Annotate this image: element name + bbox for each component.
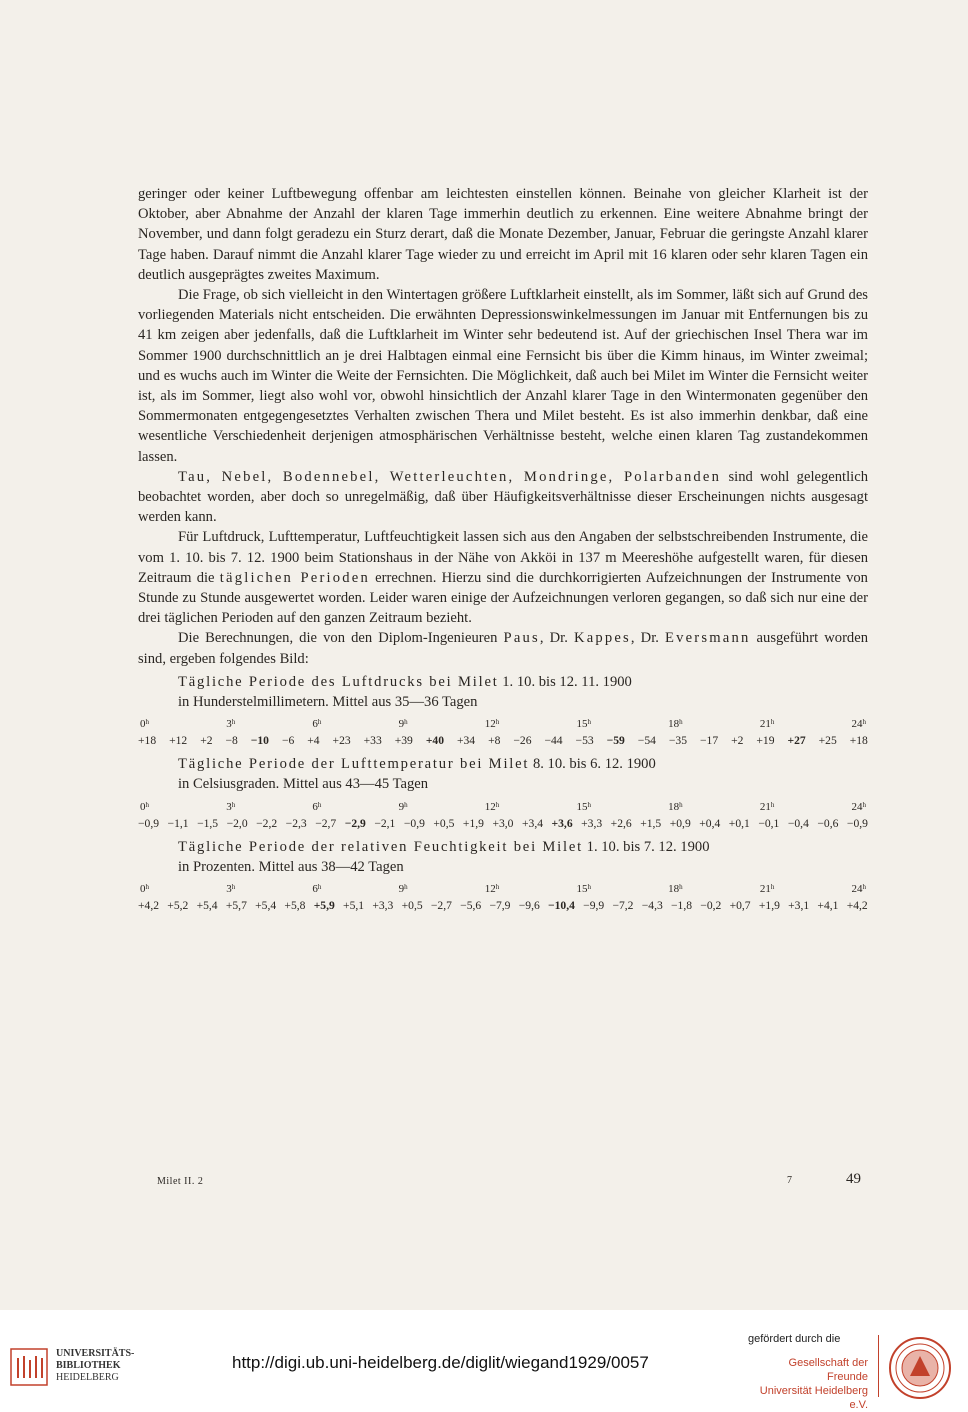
hour-cell: 24$^h$ [851,800,866,813]
hourly-value: −35 [668,734,688,748]
hourly-value: −59 [606,734,625,748]
hourly-value: −8 [225,734,238,748]
page-number: 49 [846,1171,861,1187]
hourly-value: −1,1 [167,816,189,830]
hourly-value: +1,9 [758,899,780,913]
hourly-value: +0,4 [699,816,721,830]
author-name: Kappes [573,630,631,647]
hour-cell: 21$^h$ [759,718,775,731]
hourly-value: +3,6 [551,816,573,830]
hour-label: 9 [398,800,405,813]
hourly-value: +0,5 [433,816,455,830]
table-subtitle: in Celsiusgraden. Mittel aus 43—45 Tagen [178,776,429,793]
hourly-value: +2 [731,734,744,748]
body-text [138,184,868,919]
hour-row [138,879,868,897]
hour-label: 12 [484,718,496,731]
hour-cell: 18$^h$ [668,718,683,731]
sponsor-divider [878,1335,879,1397]
hour-cell: 9$^h$ [398,718,408,731]
hourly-value: −1,8 [671,899,693,913]
hourly-value: −9,6 [518,899,540,913]
hourly-value: −0,9 [846,816,868,830]
hour-label: 3 [226,800,232,813]
hourly-value: −0,9 [403,816,425,830]
hour-label: 21 [759,800,771,813]
hourly-value: +27 [787,734,806,748]
phenomena-list: Tau, Nebel, Bodennebel, Wetterleuchten, Mondringe, Polarbanden [178,468,722,485]
hour-label: 9 [398,883,405,896]
hourly-value: −2,0 [226,816,248,830]
hour-label: 6 [312,883,318,896]
hour-label: 3 [226,718,232,731]
value-row [138,732,868,750]
hourly-value: +1,5 [640,816,662,830]
hourly-value: −0,9 [138,816,160,830]
value-row [138,815,868,833]
hour-label: 24 [851,800,863,813]
hourly-value: +5,4 [255,899,277,913]
hour-cell: 0$^h$ [140,718,149,731]
table-title: Tägliche Periode der Lufttemperatur bei Milet 8. 10. bis 6. 12. 1900 [178,756,656,773]
sponsor-label: gefördert durch die [748,1333,841,1345]
hour-label: 6 [312,800,318,813]
hourly-value: −5,6 [460,899,482,913]
hourly-value: −2,9 [344,816,366,830]
paragraph-3: Tau, Nebel, Bodennebel, Wetterleuchten, Mondringe, Polarbanden sind wohl gelegentlich beobachtet worden, aber doch so unregelmäßig, daß über Häufigkeitsverhältnisse dieser Erscheinungen nichts ausgesagt werden kann. [138,468,868,526]
hour-label: 21 [759,718,771,731]
pressure-table [138,672,868,750]
hourly-value: +5,9 [313,899,335,913]
paragraph-1: geringer oder keiner Luftbewegung offenbar am leichtesten einstellen können. Beinahe von gleicher Klarheit ist der Oktober, aber Abnahme der Anzahl der klaren Tage immerhin deutlich zu erkennen. Eine weitere Abnahme bringt der November, und dann folgt geradezu ein Sturz derart, daß die Monate Dezember, Januar, Februar die geringste Anzahl klarer Tage haben. Darauf nimmt die Anzahl klarer Tage wieder zu und erreicht im April mit 16 klaren oder sehr klaren Tagen ein deutlich ausgeprägtes zweites Maximum. [138,186,868,283]
hourly-value: −0,6 [817,816,839,830]
hourly-value: −7,9 [489,899,511,913]
library-name: UNIVERSITÄTS- BIBLIOTHEK HEIDELBERG [56,1348,135,1383]
hourly-value: +19 [756,734,775,748]
humidity-table [138,837,868,915]
hourly-value: +39 [394,734,413,748]
hourly-value: +18 [849,734,868,748]
hour-cell: 3$^h$ [226,800,236,813]
hourly-value: +4 [307,734,320,748]
hourly-value: +5,8 [284,899,306,913]
hourly-value: +5,1 [343,899,365,913]
table-subtitle: in Prozenten. Mittel aus 38—42 Tagen [178,858,404,875]
hour-label: 15 [576,718,588,731]
hourly-value: +33 [363,734,382,748]
hour-cell: 12$^h$ [484,718,500,731]
hourly-value: −9,9 [583,899,605,913]
hour-label: 0 [140,883,146,896]
hourly-value: +8 [488,734,501,748]
library-logo-icon [10,1348,48,1386]
period-tables [138,672,868,915]
hour-cell: 18$^h$ [668,883,683,896]
table-title: Tägliche Periode des Luftdrucks bei Milet 1. 10. bis 12. 11. 1900 [178,673,632,690]
author-name: Paus [503,630,540,647]
hourly-value: +0,9 [669,816,691,830]
hour-label: 24 [851,718,863,731]
hour-cell: 15$^h$ [576,718,591,731]
hour-cell: 6$^h$ [312,718,322,731]
hourly-value: +12 [169,734,188,748]
hourly-value: +0,1 [728,816,750,830]
hourly-value: +3,3 [581,816,603,830]
hour-label: 0 [140,800,146,813]
hour-cell: 0$^h$ [140,800,149,813]
hour-label: 12 [484,883,496,896]
hourly-value: +5,2 [167,899,189,913]
hour-cell: 18$^h$ [668,800,683,813]
hourly-value: +5,4 [196,899,218,913]
hourly-value: +4,2 [846,899,868,913]
table-title: Tägliche Periode der relativen Feuchtigkeit bei Milet 1. 10. bis 7. 12. 1900 [178,838,710,855]
hour-label: 12 [484,800,496,813]
hourly-value: −26 [513,734,532,748]
temperature-table [138,754,868,832]
hourly-value: −2,1 [374,816,396,830]
hour-cell: 3$^h$ [226,718,236,731]
hour-label: 18 [668,800,680,813]
hourly-value: +18 [138,734,157,748]
sponsor-name: Gesellschaft der Freunde Universität Heidelberg e.V. [759,1357,868,1411]
hour-label: 24 [851,883,863,896]
hourly-value: +0,7 [729,899,751,913]
hour-row [138,797,868,815]
hourly-value: +34 [456,734,476,748]
hourly-value: +3,0 [492,816,514,830]
hour-label: 9 [398,718,405,731]
hour-cell: 15$^h$ [576,800,591,813]
hourly-value: +0,5 [401,899,423,913]
value-row [138,897,868,915]
hour-label: 15 [576,883,588,896]
hourly-value: −7,2 [612,899,634,913]
hour-cell: 24$^h$ [851,718,866,731]
hour-label: 3 [226,883,232,896]
paragraph-4: Für Luftdruck, Lufttemperatur, Luftfeuchtigkeit lassen sich aus den Angaben der selbstschreibenden Instrumente, die vom 1. 10. bis 7. 12. 1900 beim Stationshaus in der Nähe von Akköi in 137 m Meereshöhe aufgestellt waren, für diesen Zeitraum die täglichen Perioden errechnen. Hierzu sind die durchkorrigierten Aufzeichnungen der Instrumente von Stunde zu Stunde ausgewertet worden. Leider waren einige der Aufzeichnungen verloren gegangen, so daß sich nur eine der drei täglichen Perioden auf den ganzen Zeitraum bezieht. [138,529,868,627]
hour-cell: 9$^h$ [398,800,408,813]
hourly-value: −2,2 [256,816,278,830]
hour-row [138,714,868,732]
hour-cell: 21$^h$ [759,883,775,896]
hour-cell: 12$^h$ [484,883,500,896]
hourly-value: −44 [544,734,563,748]
paragraph-2: Die Frage, ob sich vielleicht in den Wintertagen größere Luftklarheit einstellt, als im Sommer, läßt sich auf Grund des vorliegenden Materials nicht entscheiden. Die erwähnten Depressionswinkelmessungen im Januar mit Entfernungen bis zu 41 km zeigen aber jedenfalls, daß die Luftklarheit im Winter sehr bedeutend ist. Auf der griechischen Insel Thera war im Sommer 1900 durchschnittlich an je drei Halbtagen einmal eine Fernsicht bis über die Kimm hinaus, im Winter zweimal; und es wuchs auch im Winter die Weite der Fernsichten. Die Möglichkeit, daß auch bei Milet im Winter die Fernsicht weiter ist, als im Sommer, liegt also wohl vor, obwohl hinsichtlich der Anzahl klarer Tage in den Wintermonaten gegenüber den Sommermonaten entgegengesetztes Verhalten zwischen Thera und Milet besteht. Es ist also immerhin denkbar, daß eine wesentliche Verschiedenheit derjenigen atmosphärischen Verhältnisse besteht, welche einen klaren Tag zustandekommen lassen. [138,287,868,465]
hourly-value: −6 [281,734,295,748]
hour-cell: 24$^h$ [851,883,866,896]
hourly-value: −2,7 [430,899,452,913]
hourly-value: +3,1 [788,899,810,913]
signature-mark: Milet II. 2 [157,1176,204,1187]
hour-cell: 6$^h$ [312,800,322,813]
hourly-value: +25 [818,734,837,748]
hourly-value: −2,7 [315,816,337,830]
paragraph-5: Die Berechnungen, die von den Diplom-Ingenieuren Paus, Dr. Kappes, Dr. Eversmann ausgeführt worden sind, ergeben folgendes Bild: [138,630,868,667]
hour-cell: 0$^h$ [140,883,149,896]
permalink[interactable]: http://digi.ub.uni-heidelberg.de/diglit/wiegand1929/0057 [232,1353,649,1372]
sheet-mark: 7 [787,1175,792,1186]
hourly-value: +23 [332,734,351,748]
university-seal-icon [888,1336,952,1400]
hour-label: 15 [576,800,588,813]
hour-cell: 12$^h$ [484,800,500,813]
hourly-value: −0,4 [787,816,809,830]
hourly-value: +2,6 [610,816,632,830]
hourly-value: −1,5 [197,816,219,830]
hourly-value: −0,2 [700,899,722,913]
hourly-value: −0,1 [758,816,780,830]
hourly-value: +4,1 [817,899,839,913]
hour-label: 21 [759,883,771,896]
hourly-value: −4,3 [641,899,663,913]
hour-cell: 3$^h$ [226,883,236,896]
hourly-value: −17 [699,734,719,748]
hourly-value: +2 [200,734,213,748]
hourly-value: −10 [250,734,269,748]
hourly-value: +40 [425,734,445,748]
hourly-value: +3,4 [521,816,544,830]
hour-cell: 6$^h$ [312,883,322,896]
hour-cell: 9$^h$ [398,883,408,896]
hour-cell: 15$^h$ [576,883,591,896]
hour-label: 0 [140,718,146,731]
hour-label: 6 [312,718,318,731]
hourly-value: +1,9 [462,816,484,830]
hour-label: 18 [668,718,680,731]
hourly-value: −53 [575,734,594,748]
hourly-value: +3,3 [372,899,394,913]
author-name: Eversmann [665,630,751,647]
hour-label: 18 [668,883,680,896]
hourly-value: −54 [637,734,656,748]
hourly-value: −2,3 [285,816,307,830]
table-subtitle: in Hunderstelmillimetern. Mittel aus 35—36 Tagen [178,694,478,711]
hour-cell: 21$^h$ [759,800,775,813]
hourly-value: −10,4 [548,899,575,913]
hourly-value: +5,7 [225,899,247,913]
hourly-value: +4,2 [138,899,160,913]
